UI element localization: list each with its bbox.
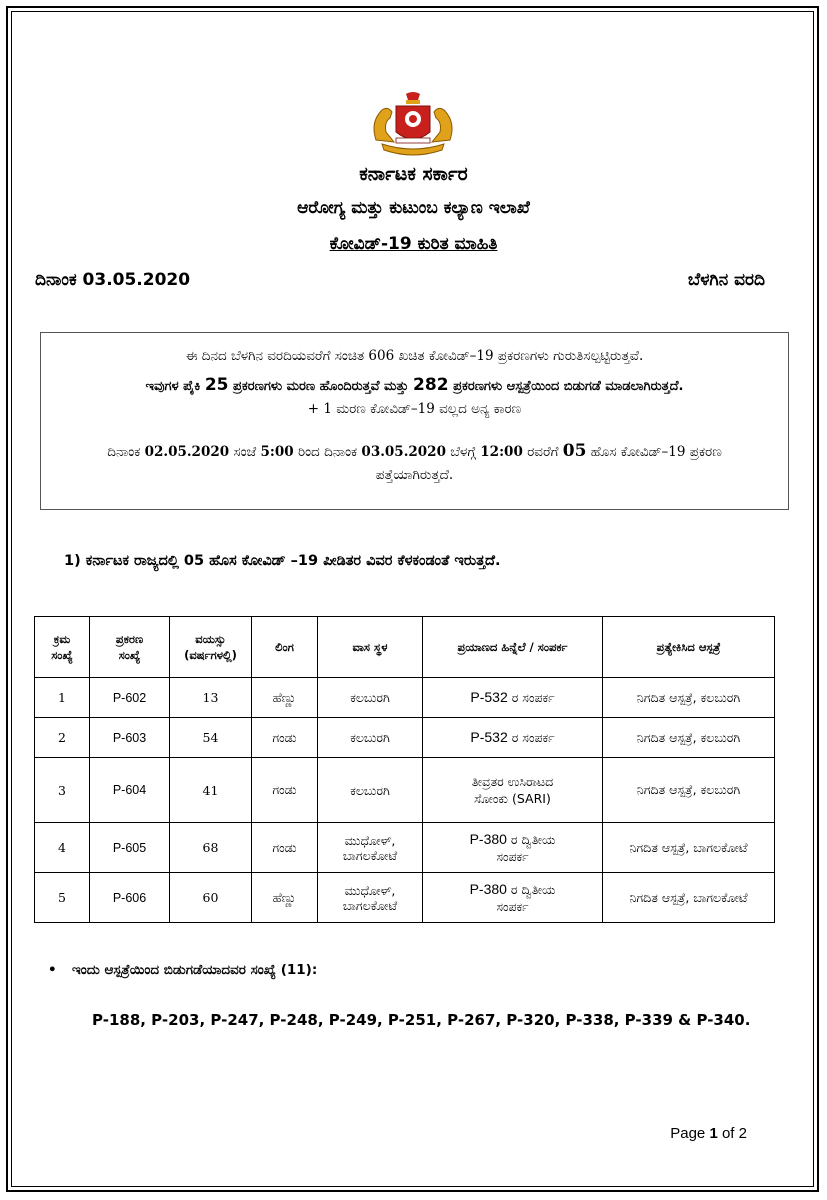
residence-cell: ಕಲಬುರಗಿ	[318, 758, 423, 823]
hospital-cell: ನಿಗದಿತ ಆಸ್ಪತ್ರೆ, ಬಾಗಲಕೋಟೆ	[603, 873, 775, 923]
residence-cell: ಕಲಬುರಗಿ	[318, 678, 423, 718]
case-id-cell: P-602	[90, 678, 170, 718]
summary-text: ಬೆಳಗ್ಗೆ	[450, 444, 476, 460]
discharged-case-list: P-188, P-203, P-247, P-248, P-249, P-251, P-267, P-320, P-338, P-339 & P-340.	[92, 1011, 751, 1029]
summary-box	[40, 332, 789, 510]
department-title: ಆರೋಗ್ಯ ಮತ್ತು ಕುಟುಂಬ ಕಲ್ಯಾಣ ಇಲಾಖೆ	[297, 198, 530, 218]
cumulative-cases-count: 606	[368, 348, 395, 364]
case-id-cell: P-605	[90, 823, 170, 873]
gender-cell: ಹೆಣ್ಣು	[252, 678, 318, 718]
cases-table	[34, 616, 775, 923]
hospital-cell: ನಿಗದಿತ ಆಸ್ಪತ್ರೆ, ಕಲಬುರಗಿ	[603, 718, 775, 758]
gender-cell: ಹೆಣ್ಣು	[252, 873, 318, 923]
summary-text: ಪ್ರಕರಣಗಳು ಮರಣ ಹೊಂದಿರುತ್ತವೆ ಮತ್ತು	[233, 379, 409, 394]
summary-line-2	[41, 375, 788, 395]
hospital-cell: ನಿಗದಿತ ಆಸ್ಪತ್ರೆ, ಬಾಗಲಕೋಟೆ	[603, 823, 775, 873]
page-number	[670, 1125, 747, 1142]
subject-title	[0, 234, 827, 254]
travel-cell: P-380 ರ ದ್ವಿತೀಯ ಸಂಪರ್ಕ	[423, 823, 603, 873]
case-id-cell: P-604	[90, 758, 170, 823]
report-date: ದಿನಾಂಕ 03.05.2020	[35, 270, 191, 290]
age-cell: 60	[170, 873, 252, 923]
government-title: ಕರ್ನಾಟಕ ಸರ್ಕಾರ	[359, 163, 468, 185]
age-cell: 13	[170, 678, 252, 718]
table-row	[35, 823, 775, 873]
summary-text: ಖಚಿತ ಕೋವಿಡ್–19 ಪ್ರಕರಣಗಳು ಗುರುತಿಸಲ್ಪಟ್ಟಿರುತ್ತವೆ.	[398, 348, 644, 364]
summary-text: ಈ ದಿನದ ಬೆಳಗಿನ ವರದಿಯವರೆಗೆ ಸಂಚಿತ	[185, 348, 365, 364]
col-header-age: ವಯಸ್ಸು (ವರ್ಷಗಳಲ್ಲಿ)	[170, 617, 252, 678]
report-type: ಬೆಳಗಿನ ವರದಿ	[687, 270, 765, 290]
serial-cell: 1	[35, 678, 90, 718]
travel-cell: P-532 ರ ಸಂಪರ್ಕ	[423, 678, 603, 718]
col-header-hospital: ಪ್ರತ್ಯೇಕಿಸಿದ ಆಸ್ಪತ್ರೆ	[603, 617, 775, 678]
hospital-cell: ನಿಗದಿತ ಆಸ್ಪತ್ರೆ, ಕಲಬುರಗಿ	[603, 678, 775, 718]
deaths-count: 25	[204, 375, 229, 395]
serial-cell: 2	[35, 718, 90, 758]
summary-line-5: ಪತ್ತೆಯಾಗಿರುತ್ತದೆ.	[375, 467, 454, 483]
summary-text: ಹೊಸ ಕೋವಿಡ್–19 ಪ್ರಕರಣ	[590, 444, 722, 460]
case-id-cell: P-606	[90, 873, 170, 923]
new-cases-count: 05	[562, 441, 587, 461]
age-cell: 68	[170, 823, 252, 873]
col-header-residence: ವಾಸ ಸ್ಥಳ	[318, 617, 423, 678]
bullet-icon: •	[48, 962, 57, 978]
from-time: 5:00	[260, 444, 294, 460]
page-total: of 2	[721, 1125, 747, 1142]
subject-text: ಕೋವಿಡ್-19 ಕುರಿತ ಮಾಹಿತಿ	[329, 234, 498, 254]
travel-cell: ತೀವ್ರತರ ಉಸಿರಾಟದ ಸೋಂಕು (SARI)	[423, 758, 603, 823]
residence-cell: ಮುಧೋಳ್, ಬಾಗಲಕೋಟೆ	[318, 823, 423, 873]
travel-cell: P-380 ರ ದ್ವಿತೀಯ ಸಂಪರ್ಕ	[423, 873, 603, 923]
serial-cell: 4	[35, 823, 90, 873]
summary-text: ರವರೆಗೆ	[527, 444, 559, 460]
karnataka-emblem-icon	[366, 92, 460, 158]
summary-text: ರಿಂದ ದಿನಾಂಕ	[297, 444, 358, 460]
residence-cell: ಮುಧೋಳ್, ಬಾಗಲಕೋಟೆ	[318, 873, 423, 923]
page-word: Page	[670, 1125, 706, 1142]
case-id-cell: P-603	[90, 718, 170, 758]
summary-text: ಇವುಗಳ ಪೈಕಿ	[145, 379, 201, 394]
gender-cell: ಗಂಡು	[252, 823, 318, 873]
hospital-cell: ನಿಗದಿತ ಆಸ್ಪತ್ರೆ, ಕಲಬುರಗಿ	[603, 758, 775, 823]
serial-cell: 3	[35, 758, 90, 823]
serial-cell: 5	[35, 873, 90, 923]
table-row	[35, 758, 775, 823]
table-row	[35, 718, 775, 758]
residence-cell: ಕಲಬುರಗಿ	[318, 718, 423, 758]
summary-line-3: + 1 ಮರಣ ಕೋವಿಡ್–19 ವಲ್ಲದ ಅನ್ಯ ಕಾರಣ	[307, 401, 522, 417]
discharged-heading: ಇಂದು ಆಸ್ಪತ್ರೆಯಿಂದ ಬಿಡುಗಡೆಯಾದವರ ಸಂಖ್ಯೆ (11):	[72, 962, 318, 978]
page-current: 1	[709, 1125, 718, 1142]
summary-text: ದಿನಾಂಕ	[107, 444, 141, 460]
to-time: 12:00	[480, 444, 523, 460]
col-header-travel: ಪ್ರಯಾಣದ ಹಿನ್ನೆಲೆ / ಸಂಪರ್ಕ	[423, 617, 603, 678]
age-cell: 54	[170, 718, 252, 758]
summary-text: ಪ್ರಕರಣಗಳು ಆಸ್ಪತ್ರೆಯಿಂದ ಬಿಡುಗಡೆ ಮಾಡಲಾಗಿರುತ್ತದೆ.	[453, 379, 684, 394]
section-heading: 1) ಕರ್ನಾಟಕ ರಾಜ್ಯದಲ್ಲಿ 05 ಹೊಸ ಕೋವಿಡ್ –19 ಪೀಡಿತರ ವಿವರ ಕೆಳಕಂಡಂತೆ ಇರುತ್ತದೆ.	[64, 553, 501, 569]
gender-cell: ಗಂಡು	[252, 758, 318, 823]
from-date: 02.05.2020	[144, 444, 230, 460]
travel-cell: P-532 ರ ಸಂಪರ್ಕ	[423, 718, 603, 758]
discharged-count: 282	[413, 375, 449, 395]
col-header-case: ಪ್ರಕರಣ ಸಂಖ್ಯೆ	[90, 617, 170, 678]
age-cell: 41	[170, 758, 252, 823]
table-header-row	[35, 617, 775, 678]
summary-text: ಸಂಜೆ	[233, 444, 257, 460]
summary-line-4	[41, 441, 788, 461]
table-row	[35, 678, 775, 718]
summary-line-1	[41, 348, 788, 364]
col-header-serial: ಕ್ರಮ ಸಂಖ್ಯೆ	[35, 617, 90, 678]
table-row	[35, 873, 775, 923]
gender-cell: ಗಂಡು	[252, 718, 318, 758]
to-date: 03.05.2020	[361, 444, 446, 460]
col-header-gender: ಲಿಂಗ	[252, 617, 318, 678]
